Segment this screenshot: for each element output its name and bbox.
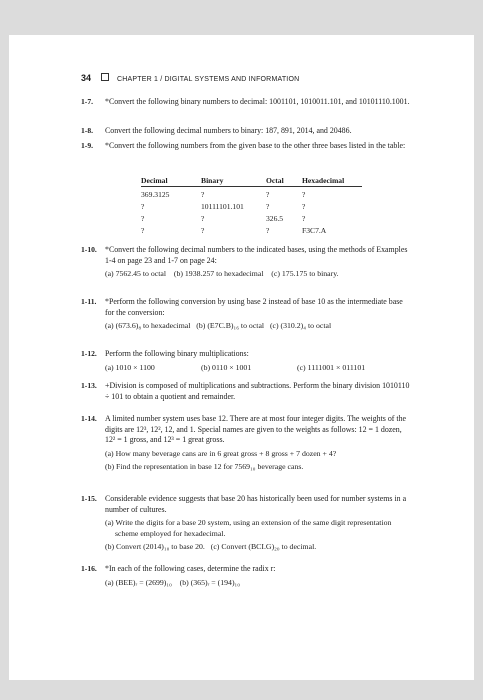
table-cell: ?	[266, 225, 270, 235]
page-number: 34	[81, 73, 92, 83]
problem-number: 1-10.	[81, 245, 97, 254]
column-header: Decimal	[141, 176, 201, 187]
subpart: (a) (BEE)ᵣ = (2699)₁₀	[105, 577, 172, 587]
problem-subparts	[105, 363, 413, 374]
problem-text: *Convert the following decimal numbers to the indicated bases, using the methods of Examples 1-4 on page 23 and 1-7 on page 24:	[105, 245, 408, 265]
subpart: (c) Convert (BCI.G)₂₀ to decimal.	[210, 542, 317, 552]
table-cell: 10111101.101	[201, 201, 244, 211]
problem-1-9	[81, 141, 413, 152]
problem-text: *Perform the following conversion by using base 2 instead of base 10 as the intermediate base for the conversion:	[105, 297, 403, 317]
subpart: (b) 0110 × 1001	[201, 362, 252, 372]
subpart: (a) 7562.45 to octal	[105, 269, 167, 279]
problem-1-13	[81, 381, 413, 402]
subpart: (b) (365)ᵣ = (194)₁₀	[179, 577, 240, 587]
subpart: (b) (E7C.B)₁₆ to octal	[196, 321, 265, 331]
problem-text: *In each of the following cases, determine the radix r:	[105, 564, 276, 573]
subpart: (a) (673.6)₈ to hexadecimal	[105, 321, 191, 331]
problem-text: Convert the following decimal numbers to binary: 187, 891, 2014, and 20486.	[105, 126, 352, 135]
table-cell: ?	[141, 225, 145, 235]
problem-1-15	[81, 494, 413, 553]
problem-1-16	[81, 564, 413, 588]
textbook-page	[9, 35, 474, 680]
table-cell: ?	[201, 213, 205, 223]
page-header	[81, 73, 299, 83]
table-cell: ?	[141, 213, 145, 223]
problem-text: Considerable evidence suggests that base 20 has historically been used for number systems in a number of cultures.	[105, 494, 407, 514]
table-header-row	[141, 176, 362, 187]
problem-subparts	[105, 269, 413, 280]
problem-1-10	[81, 245, 413, 280]
problem-text: *Convert the following binary numbers to decimal: 1001101, 1010011.101, and 10101110.1001.	[105, 97, 410, 106]
table-cell: F3C7.A	[302, 225, 327, 235]
subpart: (b) 1938.257 to hexadecimal	[173, 269, 264, 279]
problem-number: 1-14.	[81, 414, 97, 423]
problem-text: *Convert the following numbers from the given base to the other three bases listed in the table:	[105, 141, 406, 150]
table-cell: ?	[266, 201, 270, 211]
problem-subparts	[105, 542, 413, 553]
problem-number: 1-15.	[81, 494, 97, 503]
chapter-title: CHAPTER 1 / DIGITAL SYSTEMS AND INFORMATION	[117, 76, 300, 83]
table-row	[141, 187, 362, 200]
subpart: (b) Convert (2014)₁₀ to base 20.	[105, 542, 205, 552]
problem-number: 1-8.	[81, 126, 94, 135]
table-cell: ?	[201, 225, 205, 235]
table-cell: 369.3125	[141, 189, 170, 199]
problem-number: 1-12.	[81, 349, 97, 358]
problem-number: 1-16.	[81, 564, 97, 573]
subpart: (b) Find the representation in base 12 for 7569₁₀ beverage cans.	[105, 462, 304, 472]
table-row	[141, 199, 362, 211]
problem-subparts	[105, 321, 413, 332]
problem-number: 1-7.	[81, 97, 94, 106]
table-cell: ?	[266, 189, 270, 199]
problem-number: 1-11.	[81, 297, 97, 306]
problem-1-12	[81, 349, 413, 373]
problem-text: A limited number system uses base 12. There are at most four integer digits. The weights of the digits are 12³, 12², 12, and 1. Special names are given to the weights as follows: 12 = 1 dozen, 12² = 1 gross, and 12³ = 1 great gross.	[105, 414, 407, 445]
problem-subparts	[105, 578, 413, 589]
problem-1-11	[81, 297, 413, 332]
subpart: (a) Write the digits for a base 20 system, using an extension of the same digit representation scheme employed for hexadecimal.	[105, 518, 392, 538]
subpart: (c) 175.175 to binary.	[271, 269, 339, 279]
problem-1-8	[81, 126, 413, 137]
table-cell: ?	[302, 201, 306, 211]
column-header: Hexadecimal	[302, 176, 362, 187]
subpart: (c) 1111001 × 011101	[297, 362, 366, 372]
table-cell: ?	[201, 189, 205, 199]
column-header: Octal	[266, 176, 302, 187]
table-cell: ?	[141, 201, 145, 211]
table-cell: 326.5	[266, 213, 284, 223]
subpart: (c) (310.2)₄ to octal	[269, 321, 332, 331]
table-cell: ?	[302, 213, 306, 223]
problem-1-14	[81, 414, 413, 473]
subpart: (a) How many beverage cans are in 6 great gross + 8 gross + 7 dozen + 4?	[105, 448, 337, 458]
subpart: (a) 1010 × 1100	[105, 362, 155, 372]
problem-number: 1-13.	[81, 381, 97, 390]
problem-1-7	[81, 97, 413, 108]
problem-text: +Division is composed of multiplications and subtractions. Perform the binary division 1010110 ÷ 101 to obtain a quotient and remainder.	[105, 381, 410, 401]
problem-text: Perform the following binary multiplications:	[105, 349, 249, 358]
square-icon	[101, 73, 109, 81]
table-row	[141, 211, 362, 223]
table-cell: ?	[302, 189, 306, 199]
table-row	[141, 223, 362, 235]
problem-number: 1-9.	[81, 141, 94, 150]
column-header: Binary	[201, 176, 266, 187]
base-conversion-table	[141, 176, 362, 235]
